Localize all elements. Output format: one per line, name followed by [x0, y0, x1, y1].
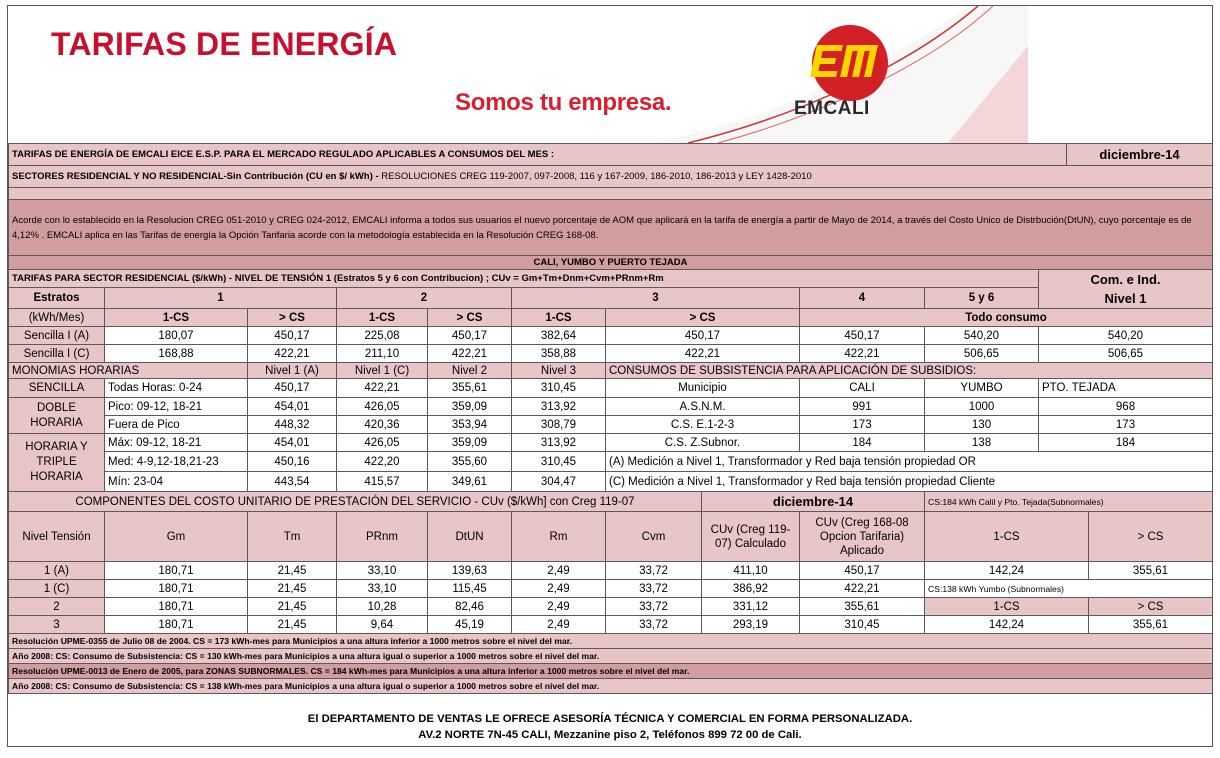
cell: 426,05: [337, 398, 428, 416]
cell: 422,21: [248, 345, 337, 363]
footer-line1: El DEPARTAMENTO DE VENTAS LE OFRECE ASESORÍA TÉCNICA Y COMERCIAL EN FORMA PERSONALIZADA.: [307, 713, 913, 725]
cell: 180,71: [105, 616, 248, 634]
note-line: Año 2008: CS: Consumo de Subsistencia: CS = 130 kWh-mes para Municipios a una altura igual o superior a 1000 metros sobre el nivel del mar.: [9, 649, 1213, 664]
cell: 420,36: [337, 416, 428, 434]
period-label: Fuera de Pico: [105, 416, 248, 434]
col-header: > CS: [1089, 512, 1213, 562]
intro-line2-bold: SECTORES RESIDENCIAL Y NO RESIDENCIAL-Sin Contribución (CU en $/ kWh) -: [12, 170, 379, 182]
cell: 180,71: [105, 598, 248, 616]
cell: 33,72: [606, 598, 702, 616]
col-header: > CS: [1089, 598, 1213, 616]
note-line: Resoluciòn UPME-0013 de Enero de 2005, para ZONAS SUBNORMALES. CS = 184 kWh-mes para Municipios a una altura inferior a 1000 metros sobre el nivel del mar.: [9, 664, 1213, 679]
period-label: Todas Horas: 0-24: [105, 379, 248, 398]
estratos-label: Estratos: [9, 288, 105, 309]
slogan: Somos tu empresa.: [455, 89, 672, 116]
table-row: [9, 452, 1213, 472]
sub-1cs-1: 1-CS: [105, 309, 248, 327]
subsistencia-title: CONSUMOS DE SUBSISTENCIA PARA APLICACIÓN DE SUBSIDIOS:: [606, 363, 1213, 379]
table-row: [9, 327, 1213, 345]
doble-label: DOBLE HORARIA: [9, 398, 105, 434]
col-header: Nivel 2: [428, 363, 512, 379]
cell: 310,45: [800, 616, 925, 634]
cell: 450,17: [248, 327, 337, 345]
cell: 506,65: [925, 345, 1039, 363]
cell: 422,21: [800, 580, 925, 598]
intro-table: [8, 143, 1213, 271]
cell: 2,49: [512, 562, 606, 580]
sub-1cs-3: 1-CS: [512, 309, 606, 327]
table-row: [9, 379, 1213, 398]
cell: 2,49: [512, 598, 606, 616]
cell: 10,28: [337, 598, 428, 616]
com-ind-label: Com. e Ind.: [1090, 272, 1161, 287]
subs-header: YUMBO: [925, 379, 1039, 398]
kwh-label: (kWh/Mes): [9, 309, 105, 327]
note-a: (A) Medición a Nivel 1, Transformador y Red baja tensión propiedad OR: [606, 452, 1213, 472]
col-header: Gm: [105, 512, 248, 562]
page-title: TARIFAS DE ENERGÍA: [51, 26, 398, 62]
cell: 386,92: [702, 580, 800, 598]
col-header: 1-CS: [925, 512, 1089, 562]
cities-banner: CALI, YUMBO Y PUERTO TEJADA: [9, 256, 1213, 271]
col-header: Nivel 1 (C): [337, 363, 428, 379]
cell: 540,20: [925, 327, 1039, 345]
cell: 331,12: [702, 598, 800, 616]
cell: 422,21: [337, 379, 428, 398]
cell: 45,19: [428, 616, 512, 634]
cell: 138: [925, 434, 1039, 452]
col-header: DtUN: [428, 512, 512, 562]
period-label: Pico: 09-12, 18-21: [105, 398, 248, 416]
subs-header: PTO. TEJADA: [1039, 379, 1213, 398]
sub-gtcs-2: > CS: [428, 309, 512, 327]
note-line: Resolución UPME-0355 de Julio 08 de 2004. CS = 173 kWh-mes para Municipios a una altura inferior a 1000 metros sobre el nivel del mar.: [9, 634, 1213, 649]
estrato-1: 1: [105, 288, 337, 309]
cell: 225,08: [337, 327, 428, 345]
cell: 991: [800, 398, 925, 416]
cell: 304,47: [512, 472, 606, 492]
table-row: [9, 398, 1213, 416]
intro-line2-rest: RESOLUCIONES CREG 119-2007, 097-2008, 116 y 167-2009, 186-2010, 186-2013 y LEY 1428-2010: [378, 170, 812, 182]
cell: 411,10: [702, 562, 800, 580]
period-label: Med: 4-9,12-18,21-23: [105, 452, 248, 472]
estrato-2: 2: [337, 288, 512, 309]
cell: 33,10: [337, 562, 428, 580]
intro-line1: TARIFAS DE ENERGÍA DE EMCALI EICE E.S.P. PARA EL MERCADO REGULADO APLICABLES A CONSUMOS DEL MES :: [9, 144, 1067, 166]
cell: 355,61: [428, 379, 512, 398]
cell: C.S. Z.Subnor.: [606, 434, 800, 452]
cell: 313,92: [512, 398, 606, 416]
cell: 358,88: [512, 345, 606, 363]
monomias-title: MONOMIAS HORARIAS: [9, 363, 248, 379]
cs-note-2: CS:138 kWh Yumbo (Subnormales): [925, 580, 1213, 598]
cell: 415,57: [337, 472, 428, 492]
sub-gtcs-3: > CS: [606, 309, 800, 327]
cell: 426,05: [337, 434, 428, 452]
header: [8, 6, 1212, 143]
cell: 506,65: [1039, 345, 1213, 363]
period-label: Máx: 09-12, 18-21: [105, 434, 248, 452]
cell: 313,92: [512, 434, 606, 452]
intro-line2: [9, 166, 1213, 188]
cell: 21,45: [248, 616, 337, 634]
cell: C.S. E.1-2-3: [606, 416, 800, 434]
cell: 450,17: [606, 327, 800, 345]
cell: 308,79: [512, 416, 606, 434]
tariff-grid: [8, 269, 1213, 694]
cell: 382,64: [512, 327, 606, 345]
col-header: 1-CS: [925, 598, 1089, 616]
aom-notice: Acorde con lo establecido en la Resolucion CREG 051-2010 y CREG 024-2012, EMCALI informa a todos sus usuarios el nuevo porcentaje de AOM que aplicará en la tarifa de energía a partir de Mayo de 2014, a través del Costo Unico de Distrbución(DtUN), cuyo porcentaje es de 4,12% . EMCALI aplica en las Tarifas de energía la Opción Tarifaria acorde con la metodología establecida en la Resolución CREG 168-08.: [9, 200, 1213, 256]
cell: 450,16: [248, 452, 337, 472]
com-ind-header: [1039, 270, 1213, 309]
note-c: (C) Medición a Nivel 1, Transformador y Red baja tensión propiedad Cliente: [606, 472, 1213, 492]
cell: 359,09: [428, 434, 512, 452]
cell: A.S.N.M.: [606, 398, 800, 416]
row-label: 2: [9, 598, 105, 616]
estrato-5-6: 5 y 6: [925, 288, 1039, 309]
cell: 21,45: [248, 562, 337, 580]
cell: 355,61: [800, 598, 925, 616]
cell: 355,61: [1089, 562, 1213, 580]
row-label: 1 (C): [9, 580, 105, 598]
cell: 21,45: [248, 598, 337, 616]
cell: 82,46: [428, 598, 512, 616]
cs-note-1: CS:184 kWh Calil y Pto. Tejada(Subnormales): [925, 492, 1213, 512]
spacer-row: [9, 188, 1213, 200]
residencial-title: TARIFAS PARA SECTOR RESIDENCIAL ($/kWh) - NIVEL DE TENSIÓN 1 (Estratos 5 y 6 con Contribucion) ; CUv = Gm+Tm+Dnm+Cvm+PRnm+Rm: [9, 270, 1039, 288]
cell: 139,63: [428, 562, 512, 580]
cell: 130: [925, 416, 1039, 434]
cell: 422,21: [606, 345, 800, 363]
cell: 422,21: [800, 345, 925, 363]
table-row: [9, 616, 1213, 634]
sencilla-label: SENCILLA: [9, 379, 105, 398]
cell: 1000: [925, 398, 1039, 416]
cell: 184: [800, 434, 925, 452]
sub-gtcs-1: > CS: [248, 309, 337, 327]
col-header: PRnm: [337, 512, 428, 562]
cell: 443,54: [248, 472, 337, 492]
cell: 168,88: [105, 345, 248, 363]
componentes-title: COMPONENTES DEL COSTO UNITARIO DE PRESTACIÓN DEL SERVICIO - CUv ($/kWh] con Creg 119-07: [9, 492, 702, 512]
cell: 355,61: [1089, 616, 1213, 634]
period-label: Mín: 23-04: [105, 472, 248, 492]
cell: 540,20: [1039, 327, 1213, 345]
cell: 211,10: [337, 345, 428, 363]
col-header: Nivel Tensión: [9, 512, 105, 562]
cell: 454,01: [248, 434, 337, 452]
cell: 454,01: [248, 398, 337, 416]
footer: [8, 711, 1212, 743]
todo-consumo: Todo consumo: [800, 309, 1213, 327]
cell: 173: [800, 416, 925, 434]
table-row: [9, 416, 1213, 434]
col-header: Cvm: [606, 512, 702, 562]
col-header: Rm: [512, 512, 606, 562]
cell: 450,17: [428, 327, 512, 345]
cell: 180,71: [105, 562, 248, 580]
cell: 968: [1039, 398, 1213, 416]
sub-1cs-2: 1-CS: [337, 309, 428, 327]
row-label: 1 (A): [9, 562, 105, 580]
col-header: CUv (Creg 119-07) Calculado: [702, 512, 800, 562]
cell: 310,45: [512, 452, 606, 472]
row-label: 3: [9, 616, 105, 634]
cell: 33,72: [606, 580, 702, 598]
cell: 33,10: [337, 580, 428, 598]
nivel1-label: Nivel 1: [1104, 291, 1147, 306]
cell: 173: [1039, 416, 1213, 434]
cell: 2,49: [512, 616, 606, 634]
cell: 115,45: [428, 580, 512, 598]
cell: 422,20: [337, 452, 428, 472]
col-header: Nivel 3: [512, 363, 606, 379]
cell: 293,19: [702, 616, 800, 634]
table-row: [9, 434, 1213, 452]
brand-name: EMCALI: [794, 98, 870, 119]
cell: 422,21: [428, 345, 512, 363]
col-header: CUv (Creg 168-08 Opcion Tarifaria) Aplicado: [800, 512, 925, 562]
row-label: Sencilla I (C): [9, 345, 105, 363]
cell: 349,61: [428, 472, 512, 492]
cell: 450,17: [248, 379, 337, 398]
footer-line2: AV.2 NORTE 7N-45 CALI, Mezzanine piso 2, Teléfonos 899 72 00 de Cali.: [418, 729, 802, 741]
cell: 33,72: [606, 562, 702, 580]
cell: 21,45: [248, 580, 337, 598]
cell: 359,09: [428, 398, 512, 416]
cell: 180,07: [105, 327, 248, 345]
subs-header: Municipio: [606, 379, 800, 398]
table-row: [9, 345, 1213, 363]
cell: 180,71: [105, 580, 248, 598]
cell: 2,49: [512, 580, 606, 598]
tariff-sheet: [7, 5, 1213, 747]
cell: 448,32: [248, 416, 337, 434]
col-header: Nivel 1 (A): [248, 363, 337, 379]
table-row: [9, 562, 1213, 580]
subs-header: CALI: [800, 379, 925, 398]
cell: 142,24: [925, 562, 1089, 580]
table-row: [9, 598, 1213, 616]
triple-label: HORARIA Y TRIPLE HORARIA: [9, 434, 105, 492]
cell: 310,45: [512, 379, 606, 398]
row-label: Sencilla I (A): [9, 327, 105, 345]
estrato-4: 4: [800, 288, 925, 309]
estrato-3: 3: [512, 288, 800, 309]
cell: 450,17: [800, 327, 925, 345]
intro-month: diciembre-14: [1067, 144, 1213, 166]
componentes-month: diciembre-14: [702, 492, 925, 512]
cell: 353,94: [428, 416, 512, 434]
cell: 450,17: [800, 562, 925, 580]
cell: 33,72: [606, 616, 702, 634]
table-row: [9, 472, 1213, 492]
cell: 9,64: [337, 616, 428, 634]
cell: 142,24: [925, 616, 1089, 634]
col-header: Tm: [248, 512, 337, 562]
table-row: [9, 580, 1213, 598]
note-line: Año 2008: CS: Consumo de Subsistencia: CS = 138 kWh-mes para Municipios a una altura igual o superior a 1000 metros sobre el nivel del mar.: [9, 679, 1213, 694]
cell: 184: [1039, 434, 1213, 452]
cell: 355,60: [428, 452, 512, 472]
